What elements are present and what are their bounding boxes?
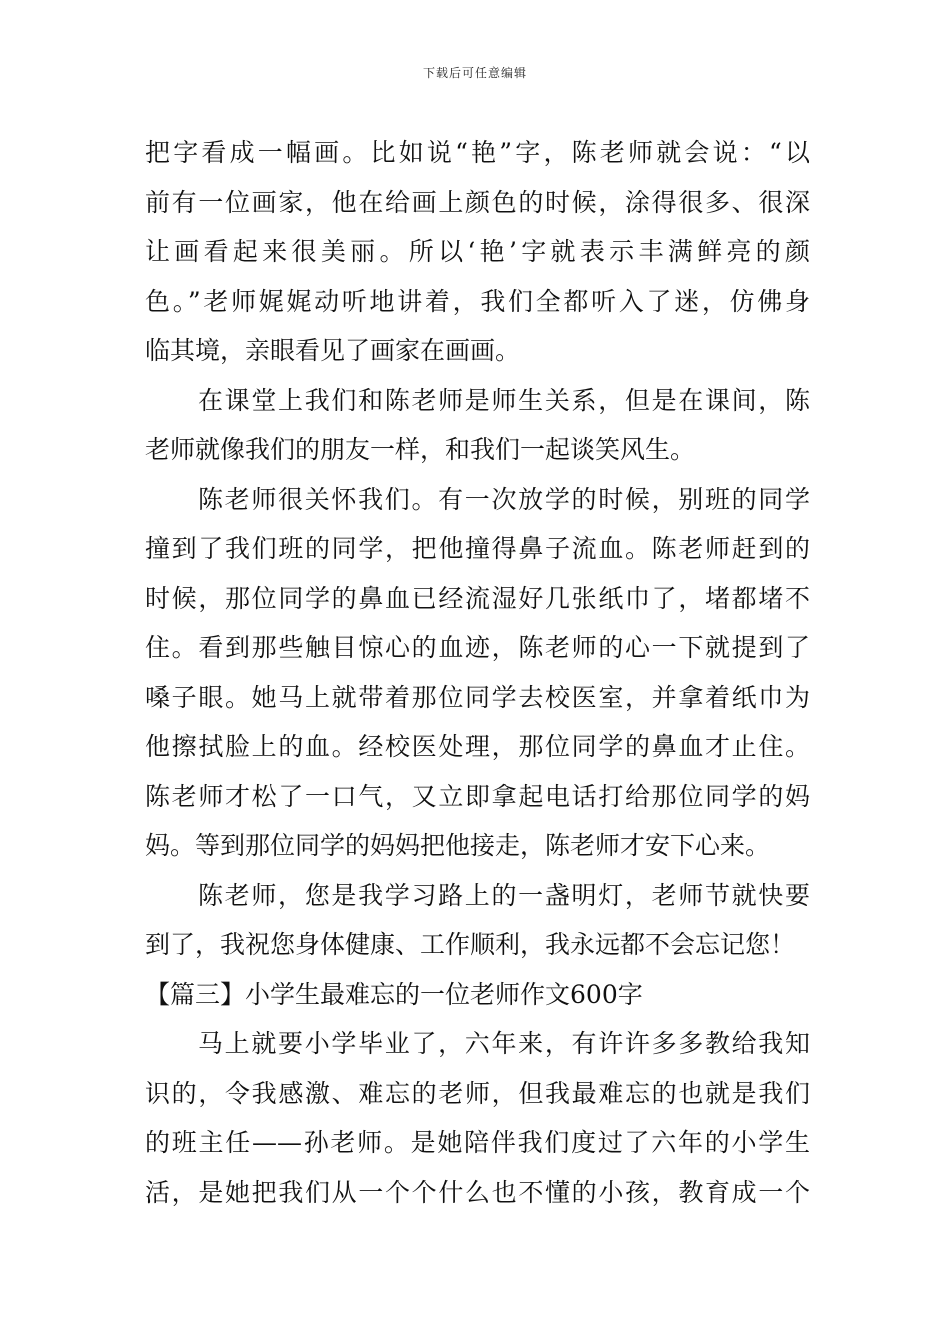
paragraph-line: 的班主任——孙老师。是她陪伴我们度过了六年的小学生 [145, 1128, 810, 1157]
paragraph-line: 老师就像我们的朋友一样，和我们一起谈笑风生。 [145, 435, 696, 464]
paragraph-line: 妈。等到那位同学的妈妈把他接走，陈老师才安下心来。 [145, 831, 771, 860]
paragraph-line: 在课堂上我们和陈老师是师生关系，但是在课间，陈 [198, 385, 810, 415]
paragraph-line: 时候，那位同学的鼻血已经流湿好几张纸巾了，堵都堵不 [145, 583, 810, 613]
paragraph-line: 识的，令我感激、难忘的老师，但我最难忘的也就是我们 [145, 1078, 810, 1108]
paragraph-line: 把字看成一幅画。比如说“艳”字，陈老师就会说：“以 [145, 138, 810, 167]
document-body [145, 128, 810, 1217]
page-header: 下载后可任意编辑 [422, 66, 527, 80]
paragraph-line: 陈老师很关怀我们。有一次放学的时候，别班的同学 [198, 484, 810, 514]
paragraph-line: 马上就要小学毕业了，六年来，有许许多多教给我知 [198, 1029, 810, 1058]
paragraph-line: 住。看到那些触目惊心的血迹，陈老师的心一下就提到了 [145, 633, 810, 662]
paragraph-line: 陈老师，您是我学习路上的一盏明灯，老师节就快要 [198, 880, 810, 910]
paragraph-line: 活，是她把我们从一个个什么也不懂的小孩，教育成一个 [145, 1177, 810, 1207]
paragraph-line: 撞到了我们班的同学，把他撞得鼻子流血。陈老师赶到的 [145, 534, 810, 563]
paragraph-line: 到了，我祝您身体健康、工作顺利，我永远都不会忘记您！ [145, 930, 796, 959]
paragraph-line: 他擦拭脸上的血。经校医处理，那位同学的鼻血才止住。 [145, 732, 810, 761]
paragraph-line: 嗓子眼。她马上就带着那位同学去校医室，并拿着纸巾为 [145, 682, 810, 712]
paragraph-line: 前有一位画家，他在给画上颜色的时候，涂得很多、很深 [145, 187, 810, 217]
paragraph-line: 陈老师才松了一口气，又立即拿起电话打给那位同学的妈 [145, 781, 810, 811]
paragraph-line: 临其境，亲眼看见了画家在画画。 [145, 336, 521, 365]
section-heading: 【篇三】小学生最难忘的一位老师作文600字 [145, 979, 643, 1009]
paragraph-line: 色。”老师娓娓动听地讲着，我们全都听入了迷，仿佛身 [145, 286, 810, 316]
paragraph-line: 让画看起来很美丽。所以‘艳’字就表示丰满鲜亮的颜 [145, 237, 810, 266]
